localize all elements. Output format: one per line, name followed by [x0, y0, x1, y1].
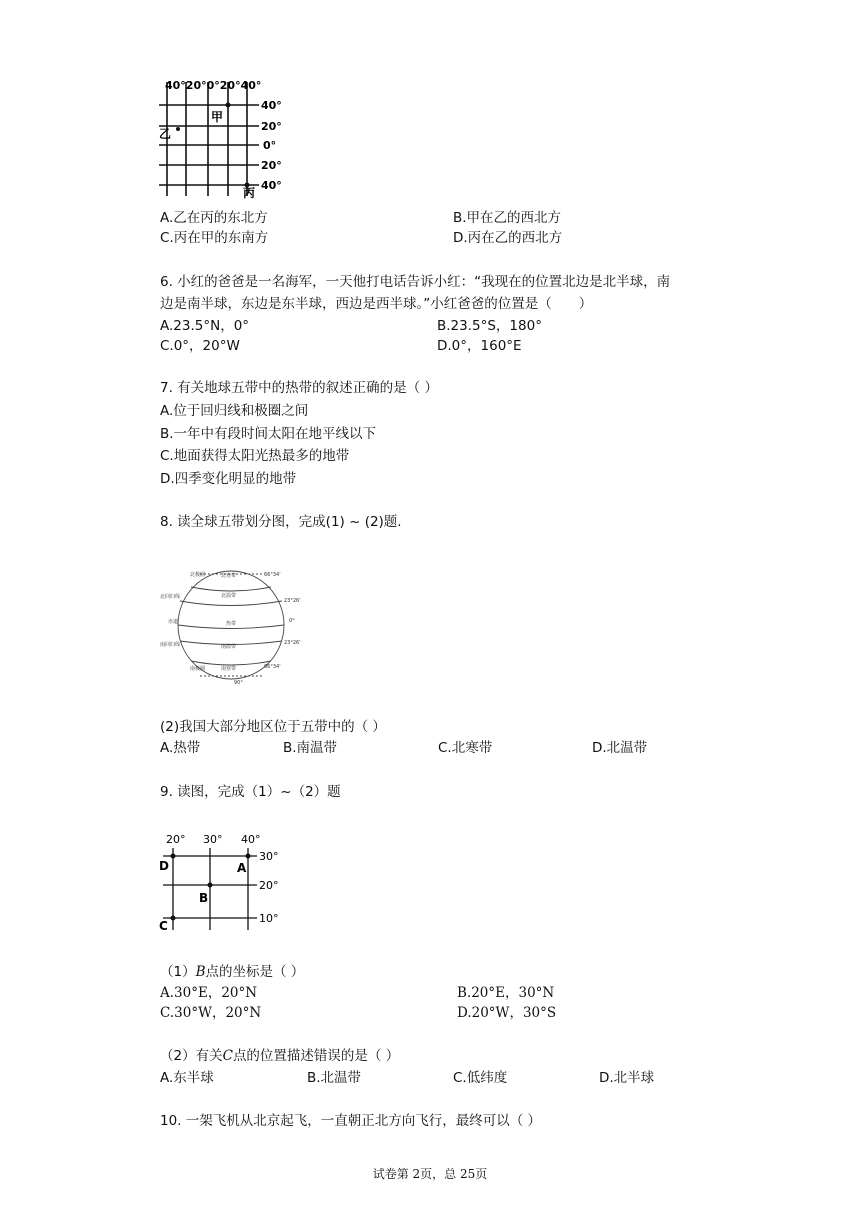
point-d-dot: [171, 854, 176, 859]
q8-option-d[interactable]: D.北温带: [592, 740, 648, 756]
point-a-label: A: [237, 861, 247, 875]
left-label-tropic-cancer: 北回归线: [160, 594, 181, 600]
q9-sub1-prefix: （1）: [160, 964, 196, 980]
zone-north-temperate: 北温带: [221, 593, 237, 599]
right-label-5: 66°34': [264, 664, 281, 670]
q9-sub2-suffix: 点的位置描述错误的是（ ）: [232, 1048, 400, 1064]
point-c-label: C: [159, 919, 168, 933]
lat-label-30: 30°: [259, 850, 279, 863]
left-label-antarctic: 南极圈: [190, 666, 206, 672]
q8-option-a[interactable]: A.热带: [160, 740, 201, 756]
q7-stem: 7. 有关地球五带中的热带的叙述正确的是（ ）: [160, 380, 438, 396]
point-jia-dot: [226, 103, 231, 108]
zone-south-frigid: 南寒带: [221, 666, 237, 672]
point-d-label: D: [159, 859, 169, 873]
q9-sub2-stem: [160, 1046, 399, 1066]
q8-sub2-stem: (2)我国大部分地区位于五带中的（ ）: [160, 719, 386, 735]
q8-option-b[interactable]: B.南温带: [283, 740, 338, 756]
q6-option-b[interactable]: B.23.5°S，180°: [437, 318, 542, 334]
point-c-dot: [171, 916, 176, 921]
lat-label-10: 10°: [259, 912, 279, 925]
right-label-2: 23°26': [284, 598, 301, 604]
q9-sub2-prefix: （2）有关: [160, 1048, 223, 1064]
left-label-arctic: 北极圈: [190, 572, 206, 578]
page-footer: 试卷第 2页，总 25页: [372, 1167, 488, 1181]
q8-option-c[interactable]: C.北寒带: [438, 740, 493, 756]
q7-option-c[interactable]: C.地面获得太阳光热最多的地带: [160, 448, 350, 464]
lon-label-40: 40°: [241, 833, 261, 846]
q9-sub1-option-c[interactable]: C.30°W，20°N: [160, 1005, 262, 1021]
q6-option-a[interactable]: A.23.5°N，0°: [160, 318, 250, 334]
zone-south-temperate: 南温带: [221, 644, 237, 650]
q9-sub1-stem: [160, 962, 304, 982]
q8-stem: 8. 读全球五带划分图，完成(1) ~ (2)题.: [160, 514, 402, 530]
five-zones-figure: [158, 564, 303, 686]
q9-sub2-option-c[interactable]: C.低纬度: [453, 1070, 508, 1086]
q6-stem-line2: 边是南半球，东边是东半球，西边是西半球。”小红爸爸的位置是（ ）: [160, 296, 593, 312]
q9-sub1-suffix: 点的坐标是（ ）: [205, 964, 305, 980]
q7-option-a[interactable]: A.位于回归线和极圈之间: [160, 403, 309, 419]
q9-sub2-option-b[interactable]: B.北温带: [307, 1070, 362, 1086]
q6-stem-line1: 6. 小红的爸爸是一名海军，一天他打电话告诉小红：“我现在的位置北边是北半球，南: [160, 274, 671, 290]
q9-sub2-var: C: [222, 1048, 233, 1064]
point-b-dot: [208, 883, 213, 888]
latlon-grid-figure: [155, 76, 290, 200]
q9-stem: 9. 读图，完成（1）~（2）题: [160, 784, 341, 800]
q6-option-c[interactable]: C.0°，20°W: [160, 338, 240, 354]
q5-option-c[interactable]: C.丙在甲的东南方: [160, 230, 269, 246]
lat-label-5: 40°: [261, 179, 282, 192]
top-degree-labels: 40°20°0°20°40°: [165, 79, 262, 92]
q6-option-d[interactable]: D.0°，160°E: [437, 338, 522, 354]
point-yi-dot: [176, 127, 180, 131]
q9-sub2-option-d[interactable]: D.北半球: [599, 1070, 655, 1086]
right-label-3: 0°: [289, 618, 295, 624]
q9-sub2-option-a[interactable]: A.东半球: [160, 1070, 214, 1086]
q9-sub1-var: B: [195, 964, 206, 980]
q7-option-d[interactable]: D.四季变化明显的地带: [160, 471, 297, 487]
lon-label-20: 20°: [166, 833, 186, 846]
left-label-equator: 赤道: [168, 619, 179, 625]
q5-option-b[interactable]: B.甲在乙的西北方: [453, 210, 562, 226]
lat-label-3: 0°: [263, 139, 277, 152]
lat-label-2: 20°: [261, 120, 282, 133]
q7-option-b[interactable]: B.一年中有段时间太阳在地平线以下: [160, 426, 377, 442]
point-b-label: B: [199, 891, 209, 905]
q10-stem: 10. 一架飞机从北京起飞，一直朝正北方向飞行，最终可以（ ）: [160, 1113, 542, 1129]
lat-label-1: 40°: [261, 99, 282, 112]
right-label-4: 23°26': [284, 640, 301, 646]
point-jia-label: 甲: [211, 110, 224, 124]
lat-label-20: 20°: [259, 879, 279, 892]
q9-sub1-option-d[interactable]: D.20°W，30°S: [457, 1005, 557, 1021]
point-bing-label: 丙: [243, 186, 256, 200]
q5-option-a[interactable]: A.乙在丙的东北方: [160, 210, 268, 226]
bottom-label-90: 90°: [234, 680, 243, 686]
right-label-1: 66°34': [264, 572, 281, 578]
zone-north-frigid: 北寒带: [221, 573, 237, 579]
q9-sub1-option-b[interactable]: B.20°E，30°N: [457, 985, 555, 1001]
left-label-tropic-capricorn: 南回归线: [160, 642, 181, 648]
point-yi-label: 乙: [159, 127, 172, 141]
lat-label-4: 20°: [261, 159, 282, 172]
q5-option-d[interactable]: D.丙在乙的西北方: [453, 230, 563, 246]
lon-label-30: 30°: [203, 833, 223, 846]
zone-tropical: 热带: [226, 621, 237, 627]
point-a-dot: [246, 854, 251, 859]
q9-sub1-option-a[interactable]: A.30°E，20°N: [160, 985, 258, 1001]
coordinate-grid-figure: [155, 830, 285, 936]
